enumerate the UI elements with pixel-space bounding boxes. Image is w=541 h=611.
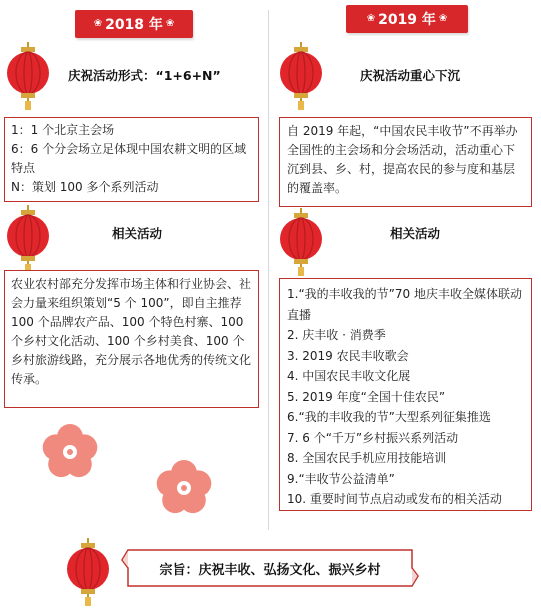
box-line: 6：6 个分会场立足体现中国农耕文明的区域特点 (11, 142, 247, 175)
list-item: 4. 中国农民丰收文化展 (287, 369, 411, 383)
year-label: 2019 年 (378, 12, 436, 28)
list-item: 8. 全国农民手机应用技能培训 (287, 451, 447, 465)
content-box (4, 117, 259, 202)
list-item: 5. 2019 年度“全国十佳农民” (287, 389, 446, 404)
list-item: 9.“丰收节公益清单” (287, 471, 395, 486)
list-item: 6.“我的丰收我的节”大型系列征集推选 (287, 410, 491, 424)
plum-blossom-icon (152, 456, 216, 520)
year-badge-2018 (75, 10, 193, 38)
plum-blossom-icon (38, 420, 102, 484)
box-line: 1：1 个北京主会场 (11, 123, 115, 137)
year-badge-2019 (346, 5, 468, 33)
flower-icon: ❀ (366, 13, 376, 24)
section-heading: 庆祝活动形式：“1+6+N” (68, 68, 221, 83)
section-heading: 相关活动 (390, 226, 441, 241)
lantern-icon (5, 205, 51, 273)
content-box (279, 117, 532, 207)
motto-banner (120, 546, 420, 590)
list-item: 2. 庆丰收 · 消费季 (287, 328, 386, 342)
flower-icon: ❀ (438, 13, 448, 24)
activity-list-box (279, 278, 532, 511)
motto-text: 宗旨：庆祝丰收、弘扬文化、振兴乡村 (159, 562, 381, 578)
list-item: 7. 6 个“千万”乡村振兴系列活动 (287, 430, 459, 445)
section-heading: 相关活动 (112, 226, 163, 241)
box-paragraph: 农业农村部充分发挥市场主体和行业协会、社会力量来组织策划“5 个 100”，即自主推荐 100 个品牌农产品、100 个特色村寨、100 个乡村文化活动、100 个乡村美食、100 个乡村旅游线路，充分展示各地优秀的传统文化传承。 (11, 277, 252, 386)
list-item: 3. 2019 农民丰收歌会 (287, 348, 409, 363)
list-item: 10. 重要时间节点启动或发布的相关活动 (287, 492, 502, 506)
box-line: N：策划 100 多个系列活动 (11, 180, 159, 194)
flower-icon: ❀ (165, 18, 175, 29)
list-item: 1.“我的丰收我的节”70 地庆丰收全媒体联动直播 (287, 287, 522, 322)
lantern-icon (278, 208, 324, 276)
section-heading: 庆祝活动重心下沉 (360, 68, 461, 83)
lantern-icon (5, 42, 51, 110)
lantern-icon (278, 42, 324, 110)
flower-icon: ❀ (93, 18, 103, 29)
box-paragraph: 自 2019 年起，“中国农民丰收节”不再举办全国性的主会场和分会场活动，活动重心下沉到县、乡、村，提高农民的参与度和基层的覆盖率。 (287, 124, 518, 195)
column-divider (268, 10, 269, 530)
year-label: 2018 年 (105, 17, 163, 33)
lantern-icon (65, 538, 111, 606)
content-box (4, 270, 259, 408)
